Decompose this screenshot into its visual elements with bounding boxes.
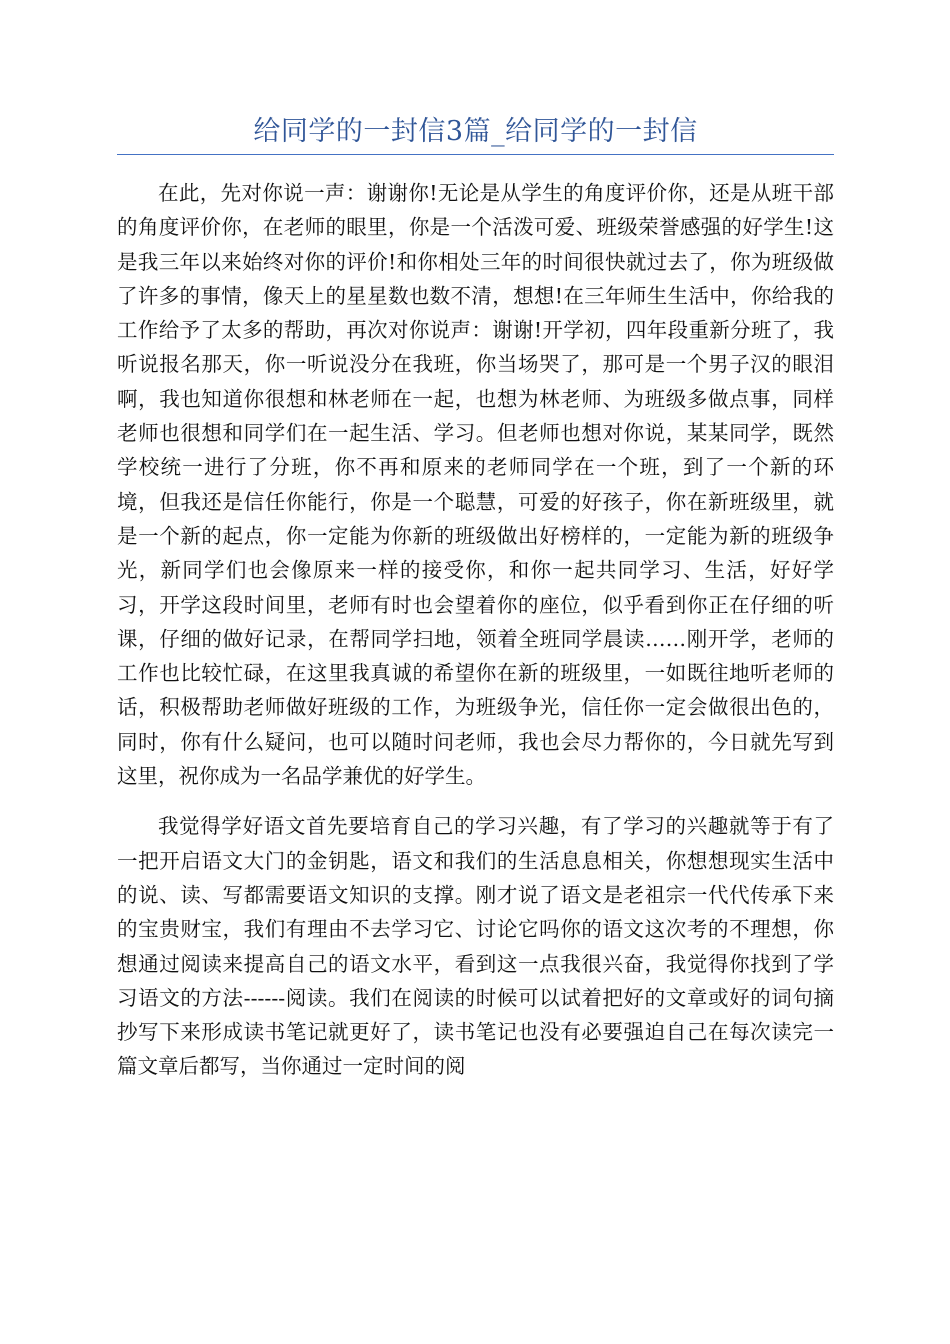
document-title: 给同学的一封信3篇_给同学的一封信: [253, 116, 698, 147]
paragraph-2: 我觉得学好语文首先要培育自己的学习兴趣，有了学习的兴趣就等于有了一把开启语文大门的金钥匙，语文和我们的生活息息相关，你想想现实生活中的说、读、写都需要语文知识的支撑。刚才说了语文是老祖宗一代代传承下来的宝贵财宝，我们有理由不去学习它、讨论它吗你的语文这次考的不理想，你想通过阅读来提高自己的语文水平，看到这一点我很兴奋，我觉得你找到了学习语文的方法------阅读。我们在阅读的时候可以试着把好的文章或好的词句摘抄写下来形成读书笔记就更好了，读书笔记也没有必要强迫自己在每次读完一篇文章后都写，当你通过一定时间的阅: [117, 814, 834, 1079]
document-body: [117, 176, 834, 1084]
paragraph-1: 在此，先对你说一声：谢谢你!无论是从学生的角度评价你，还是从班干部的角度评价你，在老师的眼里，你是一个活泼可爱、班级荣誉感强的好学生!这是我三年以来始终对你的评价!和你相处三年的时间很快就过去了，你为班级做了许多的事情，像天上的星星数也数不清，想想!在三年师生生活中，你给我的工作给予了太多的帮助，再次对你说声：谢谢!开学初，四年段重新分班了，我听说报名那天，你一听说没分在我班，你当场哭了，那可是一个男子汉的眼泪啊，我也知道你很想和林老师在一起，也想为林老师、为班级多做点事，同样老师也很想和同学们在一起生活、学习。但老师也想对你说，某某同学，既然学校统一进行了分班，你不再和原来的老师同学在一个班，到了一个新的环境，但我还是信任你能行，你是一个聪慧，可爱的好孩子，你在新班级里，就是一个新的起点，你一定能为你新的班级做出好榜样的，一定能为新的班级争光，新同学们也会像原来一样的接受你，和你一起共同学习、生活，好好学习，开学这段时间里，老师有时也会望着你的座位，似乎看到你正在仔细的听课，仔细的做好记录，在帮同学扫地，领着全班同学晨读……刚开学，老师的工作也比较忙碌，在这里我真诚的希望你在新的班级里，一如既往地听老师的话，积极帮助老师做好班级的工作，为班级争光，信任你一定会做很出色的，同时，你有什么疑问，也可以随时问老师，我也会尽力帮你的，今日就先写到这里，祝你成为一名品学兼优的好学生。: [117, 181, 834, 789]
title-underline: [117, 154, 834, 155]
